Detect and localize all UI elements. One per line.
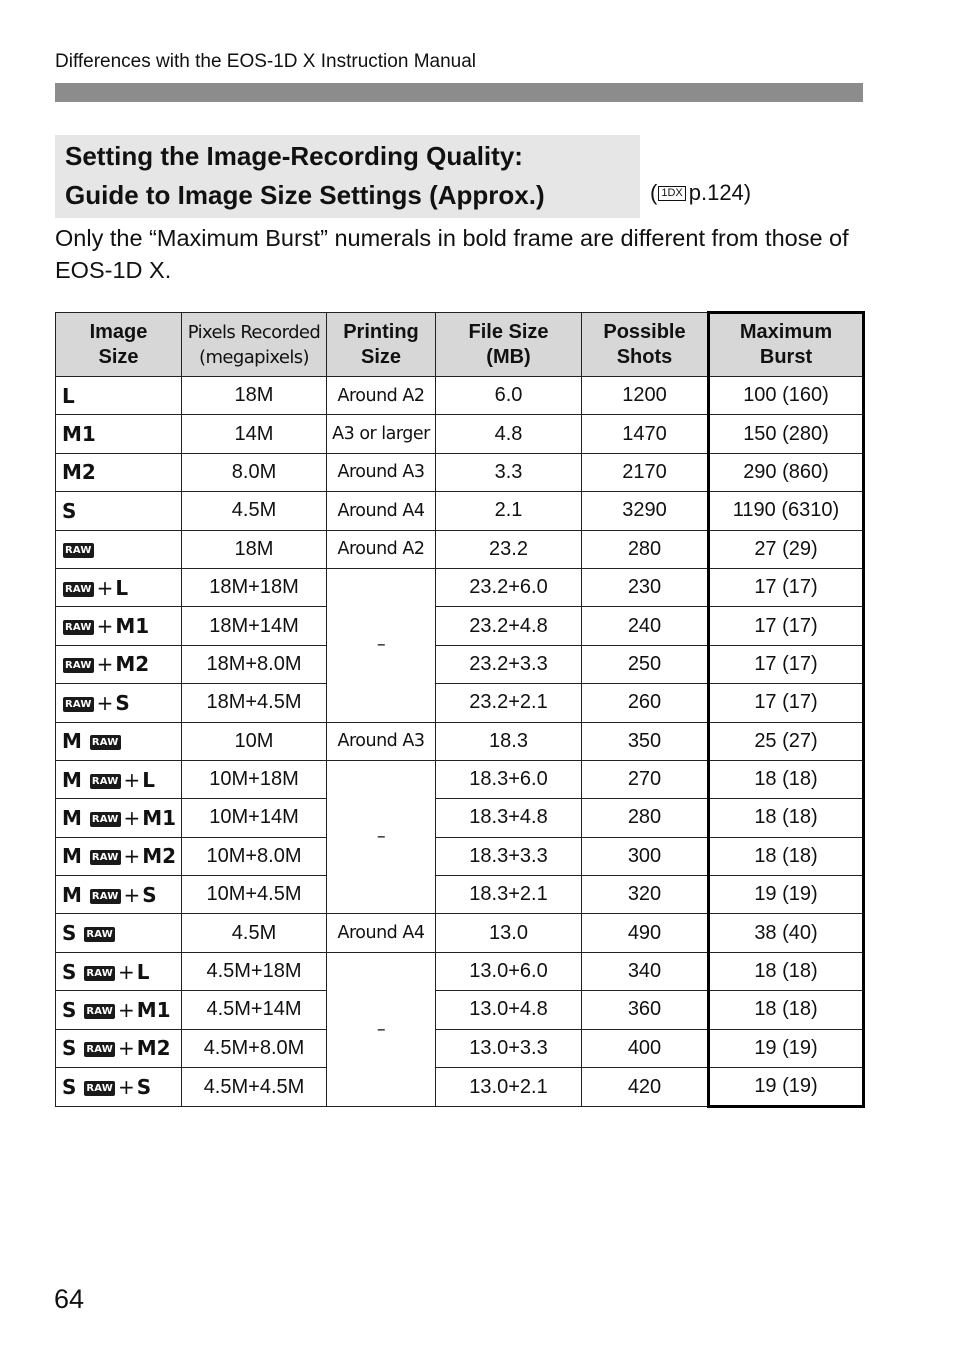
plus-sign: + [123,767,141,792]
quality-size-label: M1 [62,422,96,447]
pixels-cell: 4.5M [182,492,327,530]
file-size-cell: 23.2+4.8 [436,607,582,645]
quality-jpeg-label: S [136,1075,152,1100]
maximum-burst-cell: 19 (19) [709,876,864,914]
possible-shots-cell: 490 [582,914,709,952]
pixels-cell: 10M [182,722,327,760]
raw-icon: RAW [86,1044,113,1056]
maximum-burst-cell: 290 (860) [709,453,864,491]
possible-shots-cell: 270 [582,760,709,798]
pixels-cell: 10M+8.0M [182,837,327,875]
quality-jpeg-label: S [115,690,130,715]
raw-icon: RAW [86,1083,113,1095]
plus-sign: + [118,959,135,984]
printing-size-cell: – [327,760,436,914]
header-pixels-recorded: Pixels Recorded (megapixels) [182,313,327,377]
maximum-burst-cell: 38 (40) [709,914,864,952]
quality-jpeg-label: M2 [115,652,150,677]
running-head: Differences with the EOS-1D X Instruction Manual [55,51,477,72]
quality-cell [56,991,182,1029]
table-row [56,799,864,837]
possible-shots-cell: 320 [582,876,709,914]
quality-cell [56,760,182,798]
plus-sign: + [96,614,114,639]
pixels-cell: 8.0M [182,453,327,491]
raw-icon: RAW [65,545,92,557]
table-row [56,415,864,453]
printing-size-cell: Around A3 [327,453,436,491]
pixels-cell: 10M+4.5M [182,876,327,914]
page-number: 64 [54,1284,85,1314]
pixels-cell: 18M [182,377,327,415]
printing-size-cell: – [327,952,436,1107]
header-maximum-burst: Maximum Burst [709,313,864,377]
quality-size-label: L [62,383,75,408]
table-row [56,453,864,491]
pixels-cell: 4.5M+14M [182,991,327,1029]
possible-shots-cell: 420 [582,1068,709,1107]
quality-size-label: M [62,729,82,754]
file-size-cell: 23.2+3.3 [436,645,582,683]
pixels-cell: 4.5M [182,914,327,952]
maximum-burst-cell: 18 (18) [709,799,864,837]
quality-size-label: S [62,921,77,946]
quality-jpeg-label: M2 [142,844,177,869]
table-row [56,914,864,952]
file-size-cell: 23.2+2.1 [436,684,582,722]
raw-icon: RAW [86,967,113,979]
plus-sign: + [123,844,141,869]
file-size-cell: 4.8 [436,415,582,453]
possible-shots-cell: 360 [582,991,709,1029]
file-size-cell: 3.3 [436,453,582,491]
maximum-burst-cell: 19 (19) [709,1068,864,1107]
pixels-cell: 4.5M+18M [182,952,327,990]
table-row [56,568,864,606]
page-ref-page: p.124) [688,180,752,205]
maximum-burst-cell: 18 (18) [709,760,864,798]
pixels-cell: 18M+14M [182,607,327,645]
quality-size-label: M [62,767,82,792]
table-row [56,991,864,1029]
possible-shots-cell: 1200 [582,377,709,415]
table-row [56,530,864,568]
pixels-cell: 14M [182,415,327,453]
page-reference [650,180,751,206]
file-size-cell: 13.0 [436,914,582,952]
quality-size-label: S [62,1075,77,1100]
raw-icon: RAW [86,929,113,941]
file-size-cell: 18.3 [436,722,582,760]
file-size-cell: 2.1 [436,492,582,530]
quality-jpeg-label: L [142,767,156,792]
file-size-cell: 13.0+2.1 [436,1068,582,1107]
possible-shots-cell: 3290 [582,492,709,530]
file-size-cell: 13.0+3.3 [436,1029,582,1067]
table-row [56,760,864,798]
plus-sign: + [96,690,114,715]
table-row [56,837,864,875]
plus-sign: + [118,1075,135,1100]
printing-size-cell: Around A2 [327,377,436,415]
maximum-burst-cell: 19 (19) [709,1029,864,1067]
quality-size-label: S [62,1036,77,1061]
pixels-cell: 4.5M+4.5M [182,1068,327,1107]
maximum-burst-cell: 17 (17) [709,607,864,645]
maximum-burst-cell: 17 (17) [709,568,864,606]
quality-size-label: S [62,997,77,1022]
pixels-cell: 10M+14M [182,799,327,837]
quality-cell [56,1068,182,1107]
possible-shots-cell: 230 [582,568,709,606]
page-ref-open: ( [650,180,658,205]
maximum-burst-cell: 25 (27) [709,722,864,760]
quality-cell [56,645,182,683]
table-row [56,952,864,990]
header-printing-size: Printing Size [327,313,436,377]
possible-shots-cell: 280 [582,799,709,837]
raw-icon: RAW [91,813,119,825]
maximum-burst-cell: 100 (160) [709,377,864,415]
quality-size-label: S [62,959,77,984]
possible-shots-cell: 400 [582,1029,709,1067]
possible-shots-cell: 350 [582,722,709,760]
raw-icon: RAW [91,890,119,902]
pixels-cell: 18M [182,530,327,568]
file-size-cell: 6.0 [436,377,582,415]
quality-cell [56,1029,182,1067]
file-size-cell: 13.0+6.0 [436,952,582,990]
printing-size-cell: Around A3 [327,722,436,760]
raw-icon: RAW [65,698,92,710]
possible-shots-cell: 340 [582,952,709,990]
quality-cell [56,722,182,760]
quality-cell [56,914,182,952]
section-title-line-2: Guide to Image Size Settings (Approx.) [65,180,545,210]
quality-size-label: M [62,844,82,869]
table-header-row [56,313,864,377]
table-row [56,1029,864,1067]
possible-shots-cell: 1470 [582,415,709,453]
quality-cell [56,952,182,990]
quality-jpeg-label: M2 [136,1036,171,1061]
raw-icon: RAW [91,775,119,787]
quality-cell [56,568,182,606]
image-size-table [55,311,865,1108]
quality-jpeg-label: S [142,882,157,907]
header-file-size: File Size (MB) [436,313,582,377]
quality-jpeg-label: L [115,575,129,600]
maximum-burst-cell: 17 (17) [709,684,864,722]
header-image-size: Image Size [56,313,182,377]
possible-shots-cell: 240 [582,607,709,645]
maximum-burst-cell: 150 (280) [709,415,864,453]
table-row [56,876,864,914]
header-possible-shots: Possible Shots [582,313,709,377]
pixels-cell: 18M+18M [182,568,327,606]
table-row [56,684,864,722]
file-size-cell: 13.0+4.8 [436,991,582,1029]
table-row [56,645,864,683]
maximum-burst-cell: 1190 (6310) [709,492,864,530]
raw-icon: RAW [86,1005,113,1017]
possible-shots-cell: 2170 [582,453,709,491]
quality-cell [56,492,182,530]
quality-jpeg-label: M1 [142,805,177,830]
plus-sign: + [96,575,114,600]
table-row [56,1068,864,1107]
quality-jpeg-label: M1 [136,997,171,1022]
1dx-manual-icon: 1DX [658,186,685,201]
file-size-cell: 23.2 [436,530,582,568]
raw-icon: RAW [65,583,92,595]
quality-cell [56,799,182,837]
file-size-cell: 18.3+6.0 [436,760,582,798]
quality-cell [56,453,182,491]
quality-cell [56,607,182,645]
plus-sign: + [96,652,114,677]
printing-size-cell: A3 or larger [327,415,436,453]
pixels-cell: 18M+4.5M [182,684,327,722]
maximum-burst-cell: 27 (29) [709,530,864,568]
quality-cell [56,530,182,568]
printing-size-cell: Around A4 [327,914,436,952]
quality-cell [56,876,182,914]
pixels-cell: 10M+18M [182,760,327,798]
quality-cell [56,415,182,453]
maximum-burst-cell: 18 (18) [709,952,864,990]
quality-size-label: M [62,882,82,907]
plus-sign: + [118,997,135,1022]
printing-size-cell: Around A4 [327,492,436,530]
header-bar [55,83,863,102]
pixels-cell: 4.5M+8.0M [182,1029,327,1067]
quality-jpeg-label: L [136,959,150,984]
printing-size-cell: – [327,568,436,722]
printing-size-cell: Around A2 [327,530,436,568]
intro-paragraph: Only the “Maximum Burst” numerals in bold frame are different from those of EOS-1D X. [55,225,849,283]
table-row [56,377,864,415]
raw-icon: RAW [91,852,119,864]
quality-size-label: M [62,805,82,830]
maximum-burst-cell: 17 (17) [709,645,864,683]
plus-sign: + [123,805,141,830]
possible-shots-cell: 280 [582,530,709,568]
file-size-cell: 18.3+3.3 [436,837,582,875]
possible-shots-cell: 250 [582,645,709,683]
quality-cell [56,684,182,722]
section-title-box [55,135,640,218]
plus-sign: + [123,882,141,907]
pixels-cell: 18M+8.0M [182,645,327,683]
table-body [56,377,864,1107]
file-size-cell: 18.3+4.8 [436,799,582,837]
quality-size-label: M2 [62,460,96,485]
table-row [56,492,864,530]
table-row [56,722,864,760]
maximum-burst-cell: 18 (18) [709,837,864,875]
section-title-line-1: Setting the Image-Recording Quality: [65,141,523,171]
quality-jpeg-label: M1 [115,614,150,639]
raw-icon: RAW [91,737,119,749]
quality-size-label: S [62,498,77,523]
plus-sign: + [118,1036,135,1061]
file-size-cell: 18.3+2.1 [436,876,582,914]
quality-cell [56,837,182,875]
possible-shots-cell: 300 [582,837,709,875]
file-size-cell: 23.2+6.0 [436,568,582,606]
quality-cell [56,377,182,415]
raw-icon: RAW [65,660,92,672]
raw-icon: RAW [65,622,92,634]
maximum-burst-cell: 18 (18) [709,991,864,1029]
table-row [56,607,864,645]
possible-shots-cell: 260 [582,684,709,722]
